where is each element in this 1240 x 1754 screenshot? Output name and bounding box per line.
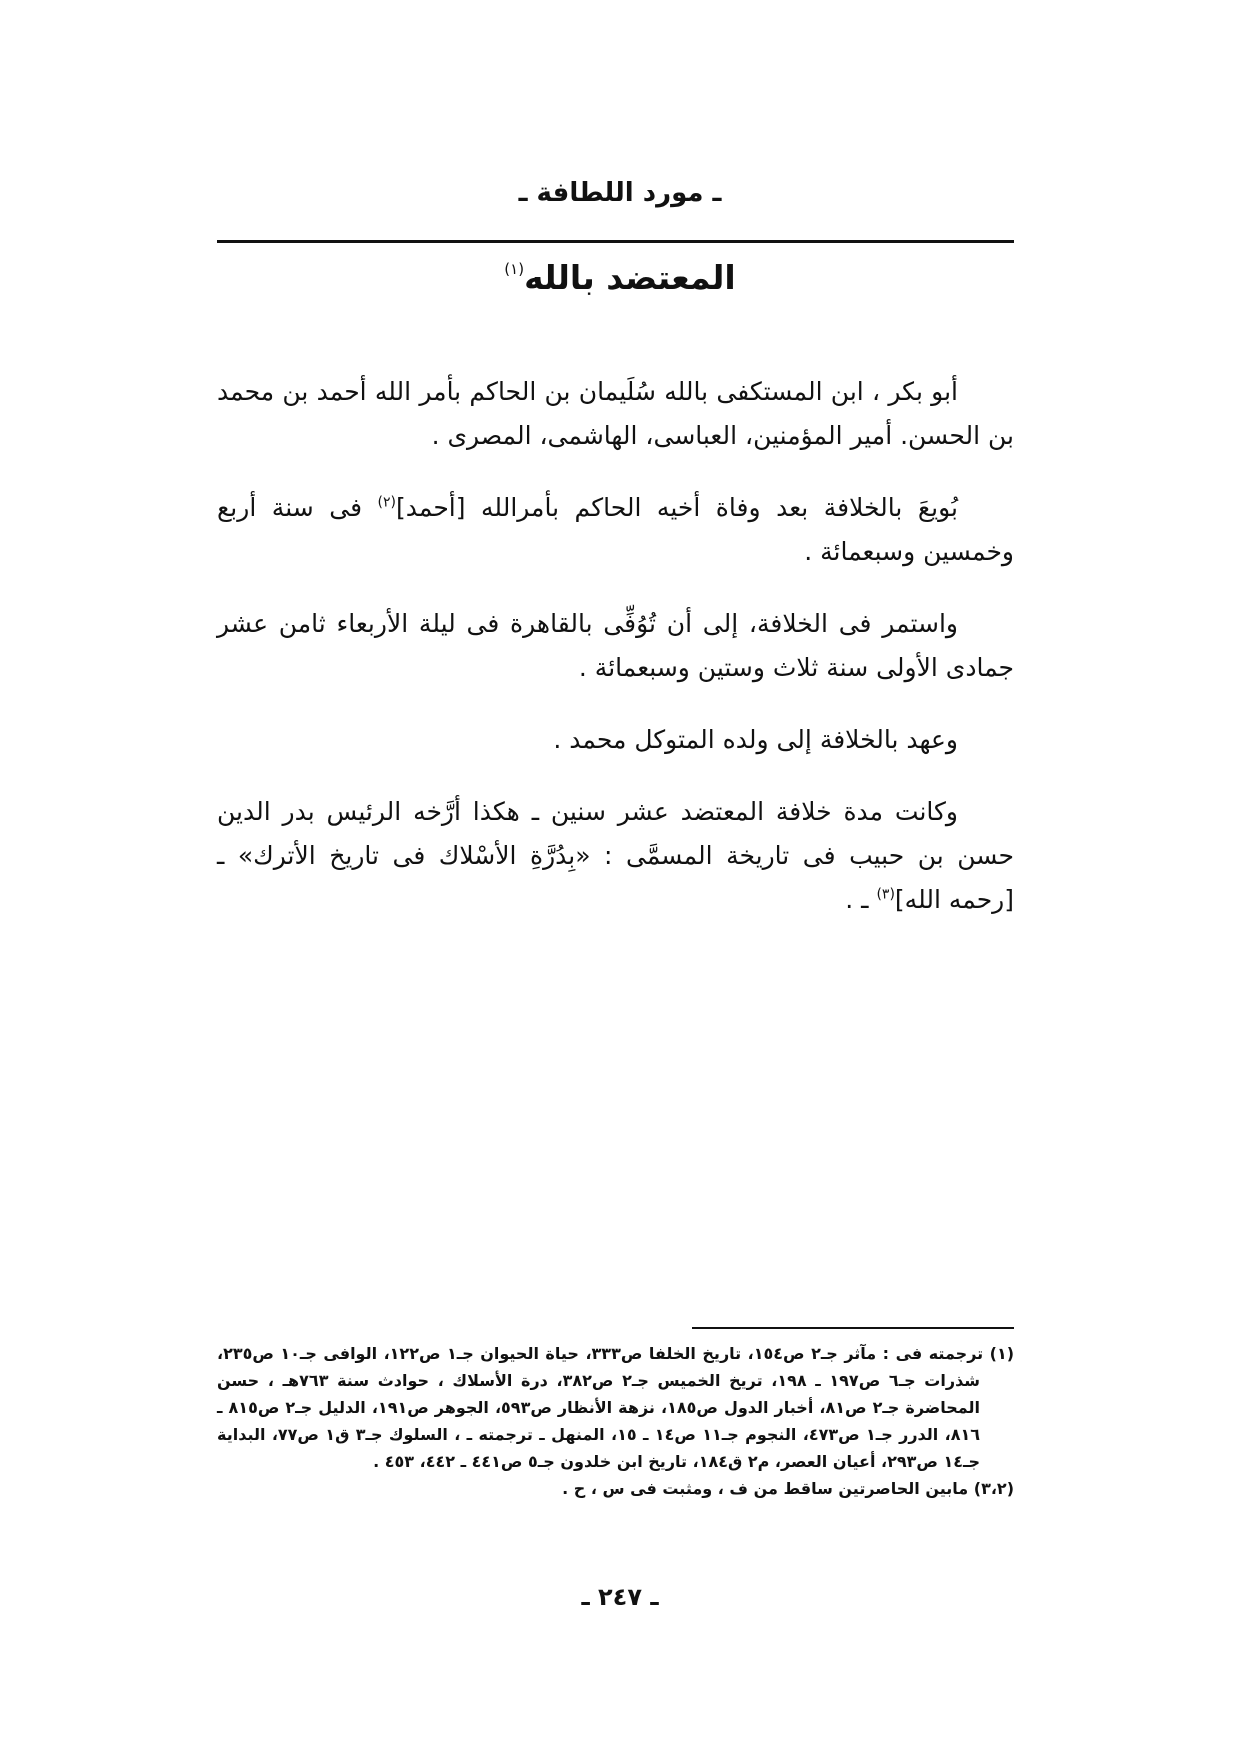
main-text: [217, 370, 1014, 950]
footnotes: [217, 1340, 1014, 1502]
footnote-2-3: (٣،٢) مابين الحاصرتين ساقط من ف ، ومثبت فى س ، ح .: [562, 1479, 1014, 1498]
paragraph-succession: وعهد بالخلافة إلى ولده المتوكل محمد .: [553, 725, 958, 754]
paragraph-reign-text-end: ـ .: [845, 885, 877, 914]
paragraph-reign-text-start: وكانت مدة خلافة المعتضد عشر سنين ـ هكذا أرَّخه الرئيس بدر الدين حسن بن حبيب فى تاريخة المسمَّى : «بِدُرَّةِ الأسْلاك فى تاريخ الأترك» ـ [رحمه الله]: [217, 797, 1014, 914]
chapter-title: [0, 258, 1240, 297]
page-number: ـ ٢٤٧ ـ: [581, 1583, 659, 1611]
header-rule: [217, 240, 1014, 243]
chapter-title-footnote-ref: (١): [504, 260, 525, 278]
paragraph-accession-text-start: بُويعَ بالخلافة بعد وفاة أخيه الحاكم بأمرالله [أحمد]: [396, 493, 958, 522]
chapter-title-text: المعتضد بالله: [524, 258, 736, 297]
paragraph-accession-text-end: فى سنة أربع وخمسين وسبعمائة .: [217, 493, 1014, 566]
footnote-ref-3: (٣): [876, 886, 895, 903]
footnote-1: (١) ترجمته فى : مآثر جـ٢ ص١٥٤، تاريخ الخلفا ص٣٣٣، حياة الحيوان جـ١ ص١٢٢، الوافى جـ١٠ ص٢٣٥، شذرات جـ٦ ص١٩٧ ـ ١٩٨، تريخ الخميس جـ٢ ص٣٨٢، درة الأسلاك ، حوادث سنة ٧٦٣هـ ، حسن المحاضرة جـ٢ ص٨١، أخبار الدول ص١٨٥، نزهة الأنظار ص٥٩٣، الجوهر ص١٩١، الدليل جـ٢ ص٨١٥ ـ ٨١٦، الدرر جـ١ ص٤٧٣، النجوم جـ١١ ص١٤ ـ ١٥، المنهل ـ ترجمته ـ ، السلوك جـ٣ ق١ ص٧٧، البداية جـ١٤ ص٢٩٣، أعيان العصر، م٢ ق١٨٤، تاريخ ابن خلدون جـ٥ ص٤٤١ ـ ٤٤٢، ٤٥٣ .: [217, 1344, 1015, 1471]
paragraph-lineage: أبو بكر ، ابن المستكفى بالله سُلَيمان بن الحاكم بأمر الله أحمد بن محمد بن الحسن. أمير المؤمنين، العباسى، الهاشمى، المصرى .: [217, 377, 1014, 450]
paragraph-reign-length: [217, 790, 1014, 922]
paragraph-death: واستمر فى الخلافة، إلى أن تُوُفِّى بالقاهرة فى ليلة الأربعاء ثامن عشر جمادى الأولى سنة ثلاث وستين وسبعمائة .: [217, 609, 1014, 682]
footnote-rule: [692, 1327, 1014, 1329]
running-header: ـ مورد اللطافة ـ: [518, 178, 722, 208]
footnote-ref-2: (٢): [377, 494, 397, 511]
paragraph-accession: [217, 486, 1014, 574]
